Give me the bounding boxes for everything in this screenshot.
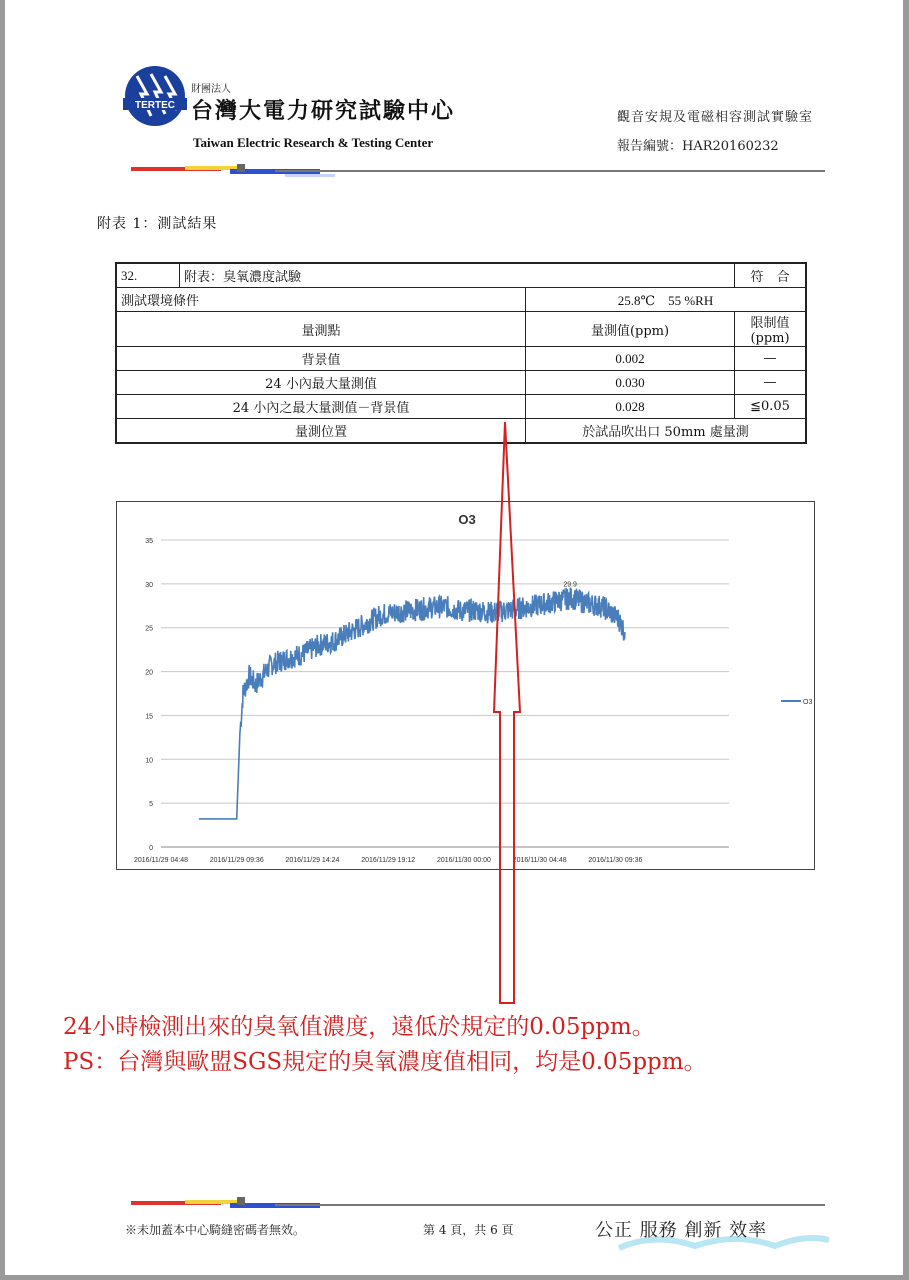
document-page [5, 0, 903, 1275]
col-header-measured: 量測值(ppm) [526, 312, 735, 347]
table-row [116, 371, 806, 395]
row-limit: — [735, 347, 807, 371]
row-measured: 0.030 [526, 371, 735, 395]
footer-note: ※未加蓋本中心騎縫密碼者無效。 [125, 1223, 306, 1237]
row-measured: 0.028 [526, 395, 735, 419]
section-title: 附表 1：測試結果 [97, 216, 218, 232]
y-tick-label: 0 [149, 845, 153, 852]
table-row [116, 312, 806, 347]
row-limit: ≦0.05 [735, 395, 807, 419]
y-tick-label: 25 [145, 625, 153, 633]
position-label: 量測位置 [116, 419, 526, 444]
y-tick-label: 10 [145, 757, 153, 765]
row-point: 24 小內最大量測值 [116, 371, 526, 395]
row-point: 24 小內之最大量測值－背景值 [116, 395, 526, 419]
page-number: 第 4 頁，共 6 頁 [423, 1223, 514, 1237]
header-divider [125, 162, 825, 180]
o3-chart-svg [117, 502, 814, 869]
x-tick-label: 2016/11/30 09:36 [588, 857, 643, 864]
x-tick-label: 2016/11/29 04:48 [134, 857, 188, 864]
footer-motto: 公正 服務 創新 效率 [595, 1220, 768, 1241]
table-row [116, 419, 806, 444]
table-row [116, 347, 806, 371]
row-limit: — [735, 371, 807, 395]
row-measured: 0.002 [526, 347, 735, 371]
table-row [116, 263, 806, 288]
env-value: 25.8℃ 55 %RH [526, 288, 807, 312]
o3-chart [116, 501, 815, 870]
report-number: 報告編號：HAR20160232 [617, 139, 779, 154]
x-tick-label: 2016/11/30 04:48 [512, 857, 567, 864]
env-label: 測試環境條件 [116, 288, 526, 312]
x-tick-label: 2016/11/29 14:24 [285, 857, 340, 864]
lab-name: 觀音安規及電磁相容測試實驗室 [617, 110, 814, 125]
tertec-logo-icon [123, 64, 187, 128]
y-tick-label: 35 [145, 538, 153, 545]
y-tick-label: 5 [149, 801, 153, 809]
y-tick-label: 20 [145, 669, 153, 677]
y-tick-label: 30 [145, 581, 153, 589]
org-english-name: Taiwan Electric Research & Testing Center [193, 135, 434, 150]
o3-series-line [199, 588, 625, 819]
table-row [116, 288, 806, 312]
x-tick-label: 2016/11/29 19:12 [361, 857, 416, 864]
y-tick-label: 15 [145, 713, 153, 721]
peak-annotation: 29.9 [563, 581, 577, 589]
item-title: 附表：臭氧濃度試驗 [180, 263, 735, 288]
verdict: 符 合 [735, 263, 807, 288]
org-name: 台灣大電力研究試驗中心 [191, 98, 456, 124]
col-header-limit: 限制值(ppm) [735, 312, 807, 347]
logo-text: TERTEC [135, 100, 175, 111]
row-point: 背景值 [116, 347, 526, 371]
org-type-label: 財團法人 [191, 84, 231, 95]
table-row [116, 395, 806, 419]
footer-divider [125, 1195, 825, 1213]
x-tick-label: 2016/11/30 00:00 [436, 857, 491, 864]
chart-title: O3 [458, 512, 476, 527]
col-header-point: 量測點 [116, 312, 526, 347]
test-result-table [115, 262, 807, 444]
item-number: 32. [116, 263, 180, 288]
note-line-2: PS：台灣與歐盟SGS規定的臭氧濃度值相同，均是0.05ppm。 [63, 1049, 707, 1075]
x-tick-label: 2016/11/29 09:36 [209, 857, 264, 864]
position-value: 於試品吹出口 50mm 處量測 [526, 419, 807, 444]
note-line-1: 24小時檢測出來的臭氧值濃度，遠低於規定的0.05ppm。 [63, 1014, 655, 1040]
legend-label: O3 [803, 699, 813, 706]
